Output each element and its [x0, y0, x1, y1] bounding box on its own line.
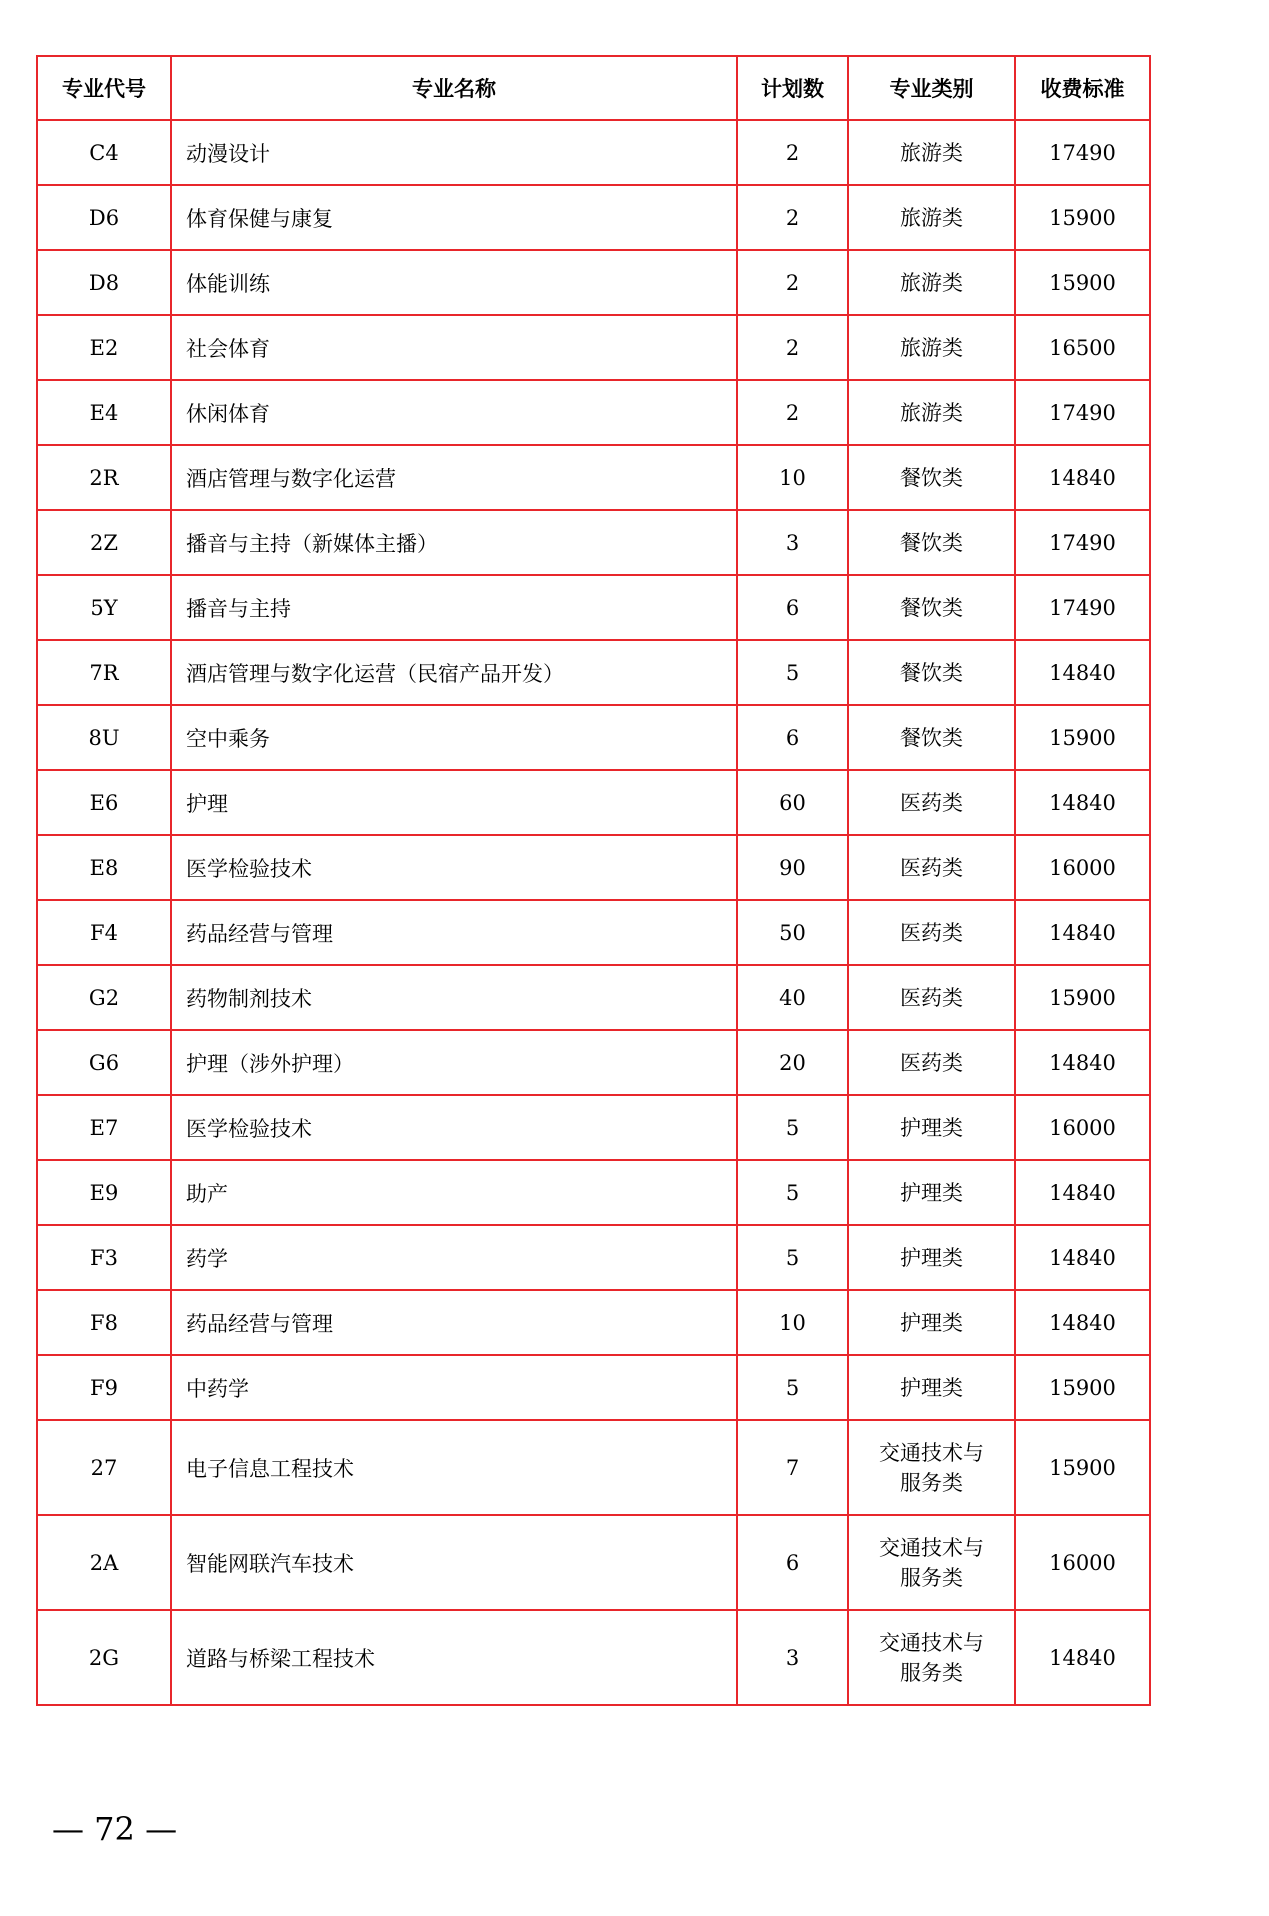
table-row [37, 1030, 1150, 1095]
header-plan-count: 计划数 [737, 56, 848, 120]
cell-plan: 40 [737, 965, 848, 1030]
cell-code: F8 [37, 1290, 171, 1355]
cell-name: 护理 [171, 770, 737, 835]
enrollment-plan-table-wrapper [36, 55, 1149, 1706]
cell-fee: 15900 [1015, 1355, 1150, 1420]
cell-name: 酒店管理与数字化运营（民宿产品开发） [171, 640, 737, 705]
cell-category: 餐饮类 [848, 705, 1015, 770]
cell-plan: 3 [737, 1610, 848, 1705]
cell-name: 酒店管理与数字化运营 [171, 445, 737, 510]
enrollment-plan-table [36, 55, 1151, 1706]
cell-category: 护理类 [848, 1225, 1015, 1290]
page-number: — 72 — [52, 1810, 178, 1848]
cell-plan: 5 [737, 1095, 848, 1160]
table-row [37, 640, 1150, 705]
cell-category: 旅游类 [848, 250, 1015, 315]
table-row [37, 445, 1150, 510]
cell-category-line2: 服务类 [900, 1470, 963, 1495]
cell-category: 医药类 [848, 770, 1015, 835]
cell-code: G6 [37, 1030, 171, 1095]
table-row [37, 575, 1150, 640]
cell-code: E7 [37, 1095, 171, 1160]
cell-category: 旅游类 [848, 380, 1015, 445]
cell-category: 餐饮类 [848, 445, 1015, 510]
cell-name: 动漫设计 [171, 120, 737, 185]
cell-code: F9 [37, 1355, 171, 1420]
cell-category [848, 1420, 1015, 1515]
cell-category: 餐饮类 [848, 575, 1015, 640]
cell-fee: 15900 [1015, 705, 1150, 770]
cell-fee: 17490 [1015, 120, 1150, 185]
cell-code: D6 [37, 185, 171, 250]
cell-name: 空中乘务 [171, 705, 737, 770]
cell-fee: 17490 [1015, 510, 1150, 575]
cell-code: D8 [37, 250, 171, 315]
cell-category-line2: 服务类 [900, 1660, 963, 1685]
table-row [37, 1355, 1150, 1420]
cell-fee: 14840 [1015, 1160, 1150, 1225]
cell-code: 27 [37, 1420, 171, 1515]
cell-plan: 20 [737, 1030, 848, 1095]
cell-name: 播音与主持（新媒体主播） [171, 510, 737, 575]
table-row [37, 705, 1150, 770]
cell-fee: 15900 [1015, 250, 1150, 315]
cell-category: 医药类 [848, 900, 1015, 965]
cell-plan: 5 [737, 1355, 848, 1420]
cell-name: 药品经营与管理 [171, 1290, 737, 1355]
cell-category-line2: 服务类 [900, 1565, 963, 1590]
cell-name: 中药学 [171, 1355, 737, 1420]
table-row [37, 770, 1150, 835]
cell-category: 护理类 [848, 1355, 1015, 1420]
cell-name: 医学检验技术 [171, 835, 737, 900]
table-header-row [37, 56, 1150, 120]
cell-fee: 15900 [1015, 965, 1150, 1030]
cell-category: 旅游类 [848, 120, 1015, 185]
header-fee-standard: 收费标准 [1015, 56, 1150, 120]
cell-plan: 2 [737, 185, 848, 250]
cell-plan: 90 [737, 835, 848, 900]
cell-plan: 2 [737, 315, 848, 380]
cell-code: E6 [37, 770, 171, 835]
cell-name: 医学检验技术 [171, 1095, 737, 1160]
table-row [37, 250, 1150, 315]
cell-name: 体育保健与康复 [171, 185, 737, 250]
table-row [37, 1610, 1150, 1705]
header-major-code: 专业代号 [37, 56, 171, 120]
table-row [37, 1160, 1150, 1225]
cell-plan: 2 [737, 120, 848, 185]
cell-name: 道路与桥梁工程技术 [171, 1610, 737, 1705]
cell-code: G2 [37, 965, 171, 1030]
cell-category: 护理类 [848, 1095, 1015, 1160]
cell-code: E2 [37, 315, 171, 380]
cell-name: 助产 [171, 1160, 737, 1225]
cell-code: F4 [37, 900, 171, 965]
table-row [37, 1515, 1150, 1610]
cell-code: F3 [37, 1225, 171, 1290]
cell-code: 2Z [37, 510, 171, 575]
cell-plan: 3 [737, 510, 848, 575]
table-row [37, 835, 1150, 900]
cell-plan: 5 [737, 640, 848, 705]
cell-fee: 14840 [1015, 900, 1150, 965]
cell-name: 护理（涉外护理） [171, 1030, 737, 1095]
cell-fee: 16000 [1015, 1515, 1150, 1610]
cell-code: 2G [37, 1610, 171, 1705]
cell-code: C4 [37, 120, 171, 185]
cell-category: 护理类 [848, 1290, 1015, 1355]
table-row [37, 965, 1150, 1030]
cell-plan: 6 [737, 575, 848, 640]
cell-fee: 16500 [1015, 315, 1150, 380]
cell-fee: 14840 [1015, 1610, 1150, 1705]
header-major-category: 专业类别 [848, 56, 1015, 120]
cell-code: E4 [37, 380, 171, 445]
cell-fee: 14840 [1015, 640, 1150, 705]
cell-fee: 17490 [1015, 575, 1150, 640]
cell-category: 医药类 [848, 965, 1015, 1030]
cell-fee: 14840 [1015, 1030, 1150, 1095]
cell-plan: 7 [737, 1420, 848, 1515]
cell-plan: 5 [737, 1225, 848, 1290]
cell-category: 旅游类 [848, 315, 1015, 380]
cell-code: 5Y [37, 575, 171, 640]
table-row [37, 1225, 1150, 1290]
table-row [37, 510, 1150, 575]
cell-category-line1: 交通技术与 [879, 1630, 984, 1655]
cell-name: 播音与主持 [171, 575, 737, 640]
cell-code: E9 [37, 1160, 171, 1225]
cell-plan: 2 [737, 250, 848, 315]
table-row [37, 1290, 1150, 1355]
cell-name: 药学 [171, 1225, 737, 1290]
cell-name: 药物制剂技术 [171, 965, 737, 1030]
cell-name: 休闲体育 [171, 380, 737, 445]
cell-plan: 5 [737, 1160, 848, 1225]
cell-category-line1: 交通技术与 [879, 1535, 984, 1560]
table-row [37, 900, 1150, 965]
cell-name: 社会体育 [171, 315, 737, 380]
cell-fee: 14840 [1015, 1290, 1150, 1355]
cell-plan: 6 [737, 1515, 848, 1610]
table-row [37, 380, 1150, 445]
cell-plan: 50 [737, 900, 848, 965]
cell-category: 餐饮类 [848, 510, 1015, 575]
cell-code: 2R [37, 445, 171, 510]
cell-fee: 14840 [1015, 445, 1150, 510]
cell-plan: 6 [737, 705, 848, 770]
cell-fee: 16000 [1015, 835, 1150, 900]
cell-category: 餐饮类 [848, 640, 1015, 705]
cell-category-line1: 交通技术与 [879, 1440, 984, 1465]
cell-code: 8U [37, 705, 171, 770]
cell-code: 7R [37, 640, 171, 705]
cell-code: E8 [37, 835, 171, 900]
cell-category [848, 1515, 1015, 1610]
table-row [37, 1095, 1150, 1160]
cell-category: 医药类 [848, 835, 1015, 900]
cell-category: 旅游类 [848, 185, 1015, 250]
cell-plan: 10 [737, 445, 848, 510]
cell-fee: 15900 [1015, 185, 1150, 250]
cell-code: 2A [37, 1515, 171, 1610]
cell-plan: 60 [737, 770, 848, 835]
table-row [37, 1420, 1150, 1515]
cell-fee: 15900 [1015, 1420, 1150, 1515]
cell-name: 电子信息工程技术 [171, 1420, 737, 1515]
cell-category: 医药类 [848, 1030, 1015, 1095]
cell-name: 体能训练 [171, 250, 737, 315]
cell-name: 药品经营与管理 [171, 900, 737, 965]
cell-plan: 2 [737, 380, 848, 445]
cell-category [848, 1610, 1015, 1705]
table-row [37, 315, 1150, 380]
table-row [37, 120, 1150, 185]
table-row [37, 185, 1150, 250]
cell-fee: 16000 [1015, 1095, 1150, 1160]
cell-fee: 14840 [1015, 1225, 1150, 1290]
header-major-name: 专业名称 [171, 56, 737, 120]
cell-fee: 14840 [1015, 770, 1150, 835]
cell-fee: 17490 [1015, 380, 1150, 445]
cell-name: 智能网联汽车技术 [171, 1515, 737, 1610]
cell-category: 护理类 [848, 1160, 1015, 1225]
cell-plan: 10 [737, 1290, 848, 1355]
